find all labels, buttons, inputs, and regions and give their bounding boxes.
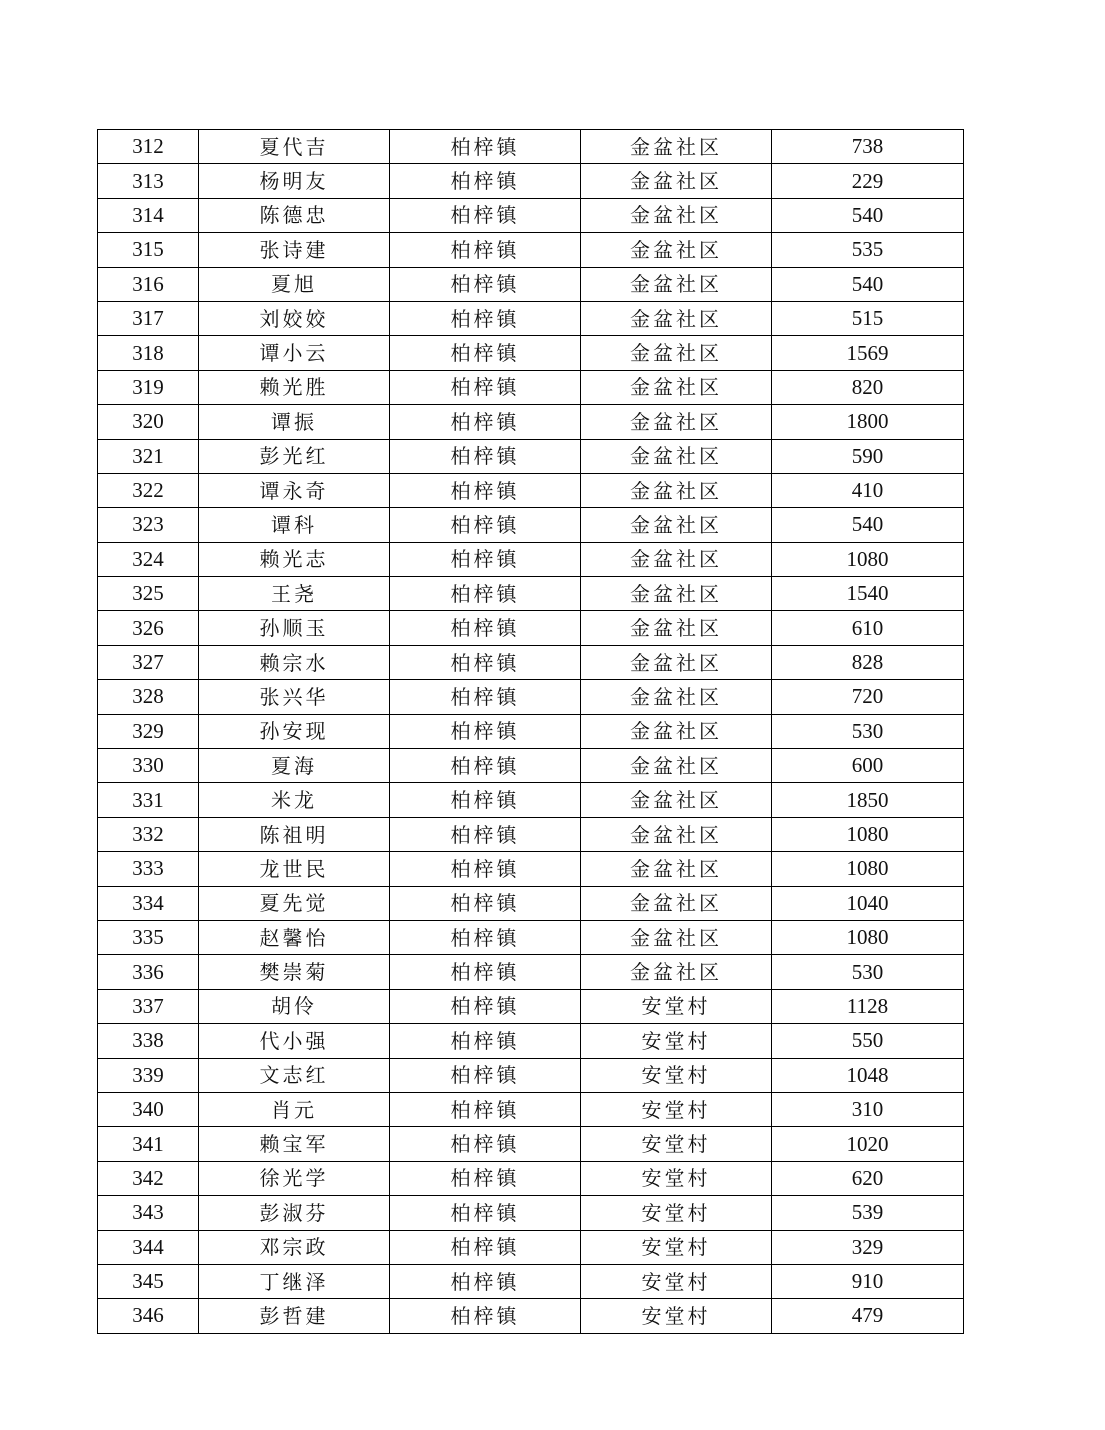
table-row [98,267,964,301]
cell-amount: 530 [772,955,964,989]
cell-village: 安堂村 [581,1058,772,1092]
cell-village: 安堂村 [581,989,772,1023]
cell-town: 柏梓镇 [390,405,581,439]
cell-name: 谭振 [199,405,390,439]
cell-name: 龙世民 [199,852,390,886]
cell-village: 安堂村 [581,1196,772,1230]
cell-name: 彭光红 [199,439,390,473]
cell-number: 320 [98,405,199,439]
cell-amount: 1080 [772,920,964,954]
cell-amount: 910 [772,1264,964,1298]
cell-village: 金盆社区 [581,508,772,542]
cell-number: 327 [98,645,199,679]
cell-name: 彭哲建 [199,1299,390,1333]
table-row [98,164,964,198]
cell-town: 柏梓镇 [390,817,581,851]
table-row [98,370,964,404]
cell-amount: 1080 [772,542,964,576]
cell-town: 柏梓镇 [390,989,581,1023]
table-row [98,1264,964,1298]
cell-amount: 410 [772,473,964,507]
cell-village: 金盆社区 [581,405,772,439]
cell-town: 柏梓镇 [390,370,581,404]
cell-number: 323 [98,508,199,542]
cell-amount: 1850 [772,783,964,817]
cell-amount: 539 [772,1196,964,1230]
cell-amount: 479 [772,1299,964,1333]
cell-number: 332 [98,817,199,851]
cell-town: 柏梓镇 [390,611,581,645]
cell-number: 336 [98,955,199,989]
table-row [98,508,964,542]
cell-amount: 610 [772,611,964,645]
cell-town: 柏梓镇 [390,886,581,920]
cell-amount: 828 [772,645,964,679]
cell-number: 319 [98,370,199,404]
table-row [98,817,964,851]
table-row [98,336,964,370]
cell-number: 325 [98,577,199,611]
cell-name: 邓宗政 [199,1230,390,1264]
cell-amount: 600 [772,749,964,783]
cell-number: 313 [98,164,199,198]
cell-village: 安堂村 [581,1092,772,1126]
cell-name: 肖元 [199,1092,390,1126]
cell-number: 315 [98,233,199,267]
cell-town: 柏梓镇 [390,473,581,507]
table-row [98,1127,964,1161]
table-row [98,1161,964,1195]
cell-village: 金盆社区 [581,473,772,507]
cell-amount: 540 [772,198,964,232]
cell-village: 金盆社区 [581,267,772,301]
table-row [98,233,964,267]
cell-name: 谭科 [199,508,390,542]
cell-amount: 620 [772,1161,964,1195]
cell-town: 柏梓镇 [390,1230,581,1264]
table-row [98,920,964,954]
cell-number: 340 [98,1092,199,1126]
cell-number: 328 [98,680,199,714]
cell-amount: 229 [772,164,964,198]
cell-town: 柏梓镇 [390,1161,581,1195]
cell-name: 孙安现 [199,714,390,748]
cell-village: 金盆社区 [581,336,772,370]
table-row [98,473,964,507]
cell-village: 安堂村 [581,1024,772,1058]
cell-town: 柏梓镇 [390,955,581,989]
cell-town: 柏梓镇 [390,645,581,679]
cell-name: 夏旭 [199,267,390,301]
cell-number: 339 [98,1058,199,1092]
table-row [98,1299,964,1333]
cell-amount: 1540 [772,577,964,611]
table-row [98,611,964,645]
table-row [98,301,964,335]
table-row [98,405,964,439]
cell-village: 金盆社区 [581,886,772,920]
cell-number: 329 [98,714,199,748]
cell-village: 金盆社区 [581,920,772,954]
cell-amount: 530 [772,714,964,748]
cell-town: 柏梓镇 [390,267,581,301]
table-body [98,130,964,1334]
cell-number: 331 [98,783,199,817]
cell-amount: 535 [772,233,964,267]
cell-town: 柏梓镇 [390,749,581,783]
cell-town: 柏梓镇 [390,577,581,611]
cell-town: 柏梓镇 [390,783,581,817]
cell-town: 柏梓镇 [390,336,581,370]
cell-name: 张诗建 [199,233,390,267]
cell-village: 安堂村 [581,1127,772,1161]
cell-number: 346 [98,1299,199,1333]
cell-number: 326 [98,611,199,645]
cell-village: 金盆社区 [581,749,772,783]
cell-number: 318 [98,336,199,370]
cell-town: 柏梓镇 [390,1299,581,1333]
cell-village: 金盆社区 [581,542,772,576]
cell-amount: 1020 [772,1127,964,1161]
cell-town: 柏梓镇 [390,1264,581,1298]
cell-number: 337 [98,989,199,1023]
cell-name: 丁继泽 [199,1264,390,1298]
cell-name: 夏先觉 [199,886,390,920]
cell-town: 柏梓镇 [390,1092,581,1126]
cell-amount: 1569 [772,336,964,370]
cell-amount: 1040 [772,886,964,920]
cell-village: 金盆社区 [581,955,772,989]
cell-number: 317 [98,301,199,335]
cell-town: 柏梓镇 [390,714,581,748]
cell-amount: 310 [772,1092,964,1126]
cell-name: 胡伶 [199,989,390,1023]
cell-number: 333 [98,852,199,886]
table-row [98,645,964,679]
cell-amount: 738 [772,130,964,164]
cell-village: 金盆社区 [581,301,772,335]
cell-town: 柏梓镇 [390,508,581,542]
table-row [98,1230,964,1264]
cell-village: 金盆社区 [581,645,772,679]
cell-village: 金盆社区 [581,680,772,714]
cell-name: 夏代吉 [199,130,390,164]
cell-village: 金盆社区 [581,714,772,748]
table-row [98,749,964,783]
cell-number: 334 [98,886,199,920]
cell-town: 柏梓镇 [390,198,581,232]
cell-amount: 1048 [772,1058,964,1092]
cell-number: 330 [98,749,199,783]
cell-number: 321 [98,439,199,473]
cell-amount: 590 [772,439,964,473]
cell-village: 安堂村 [581,1299,772,1333]
cell-village: 安堂村 [581,1161,772,1195]
cell-name: 陈德忠 [199,198,390,232]
cell-number: 322 [98,473,199,507]
cell-village: 金盆社区 [581,233,772,267]
cell-village: 金盆社区 [581,130,772,164]
cell-amount: 1128 [772,989,964,1023]
cell-village: 金盆社区 [581,852,772,886]
cell-village: 金盆社区 [581,370,772,404]
cell-number: 345 [98,1264,199,1298]
cell-town: 柏梓镇 [390,1058,581,1092]
cell-town: 柏梓镇 [390,164,581,198]
cell-town: 柏梓镇 [390,852,581,886]
cell-name: 孙顺玉 [199,611,390,645]
table-row [98,1058,964,1092]
cell-number: 341 [98,1127,199,1161]
cell-number: 335 [98,920,199,954]
cell-amount: 540 [772,508,964,542]
cell-name: 王尧 [199,577,390,611]
cell-amount: 515 [772,301,964,335]
table-row [98,577,964,611]
cell-name: 刘姣姣 [199,301,390,335]
cell-number: 324 [98,542,199,576]
cell-village: 安堂村 [581,1264,772,1298]
cell-village: 金盆社区 [581,439,772,473]
cell-town: 柏梓镇 [390,301,581,335]
cell-name: 赖宝军 [199,1127,390,1161]
table-row [98,542,964,576]
cell-name: 张兴华 [199,680,390,714]
table-row [98,783,964,817]
cell-name: 徐光学 [199,1161,390,1195]
cell-town: 柏梓镇 [390,233,581,267]
cell-town: 柏梓镇 [390,542,581,576]
cell-name: 谭小云 [199,336,390,370]
cell-number: 314 [98,198,199,232]
table-row [98,1092,964,1126]
cell-village: 金盆社区 [581,164,772,198]
cell-name: 赵馨怡 [199,920,390,954]
beneficiary-table [97,129,964,1334]
cell-town: 柏梓镇 [390,1024,581,1058]
cell-village: 安堂村 [581,1230,772,1264]
cell-name: 谭永奇 [199,473,390,507]
cell-name: 彭淑芬 [199,1196,390,1230]
cell-town: 柏梓镇 [390,130,581,164]
table-row [98,1196,964,1230]
table-row [98,198,964,232]
cell-town: 柏梓镇 [390,1196,581,1230]
cell-amount: 1800 [772,405,964,439]
cell-amount: 550 [772,1024,964,1058]
cell-town: 柏梓镇 [390,1127,581,1161]
cell-name: 代小强 [199,1024,390,1058]
cell-name: 杨明友 [199,164,390,198]
cell-town: 柏梓镇 [390,680,581,714]
cell-number: 338 [98,1024,199,1058]
cell-name: 赖光胜 [199,370,390,404]
cell-town: 柏梓镇 [390,439,581,473]
cell-town: 柏梓镇 [390,920,581,954]
cell-number: 344 [98,1230,199,1264]
cell-number: 342 [98,1161,199,1195]
cell-amount: 1080 [772,817,964,851]
cell-name: 樊崇菊 [199,955,390,989]
cell-number: 312 [98,130,199,164]
cell-name: 米龙 [199,783,390,817]
cell-village: 金盆社区 [581,611,772,645]
cell-amount: 540 [772,267,964,301]
table-row [98,130,964,164]
table-row [98,1024,964,1058]
table-row [98,886,964,920]
cell-name: 赖宗水 [199,645,390,679]
cell-name: 赖光志 [199,542,390,576]
table-row [98,680,964,714]
cell-name: 陈祖明 [199,817,390,851]
table-row [98,989,964,1023]
table-row [98,714,964,748]
cell-amount: 329 [772,1230,964,1264]
cell-number: 343 [98,1196,199,1230]
table-row [98,955,964,989]
cell-amount: 720 [772,680,964,714]
cell-amount: 1080 [772,852,964,886]
cell-village: 金盆社区 [581,783,772,817]
table-row [98,439,964,473]
cell-amount: 820 [772,370,964,404]
cell-name: 文志红 [199,1058,390,1092]
cell-village: 金盆社区 [581,817,772,851]
cell-number: 316 [98,267,199,301]
cell-village: 金盆社区 [581,198,772,232]
cell-name: 夏海 [199,749,390,783]
table-row [98,852,964,886]
cell-village: 金盆社区 [581,577,772,611]
